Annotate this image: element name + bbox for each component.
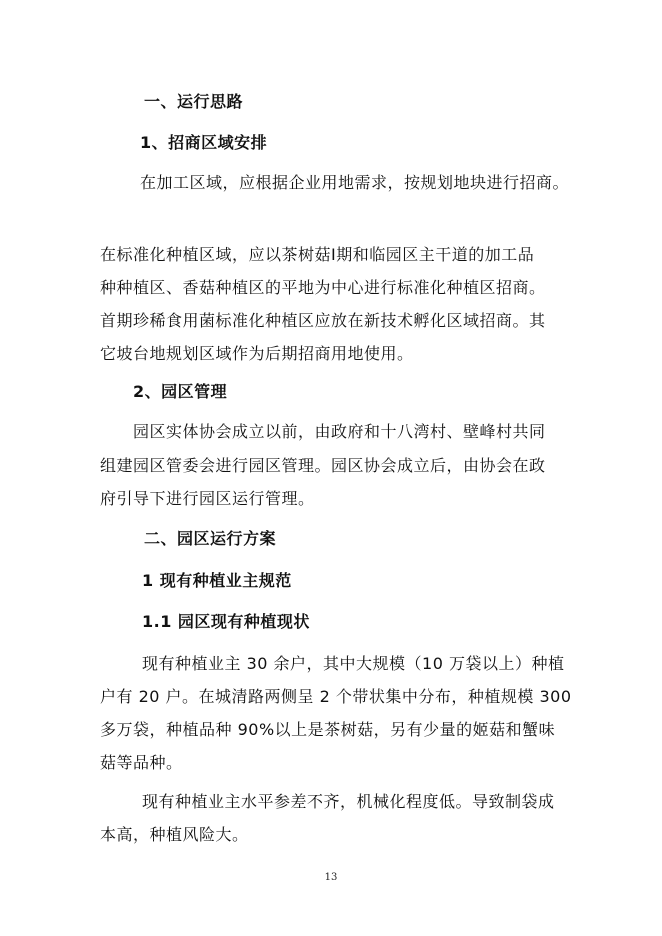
subsection-2-1-heading: 1 现有种植业主规范: [142, 571, 292, 590]
paragraph-park-management-line-2: 组建园区管委会进行园区管理。园区协会成立后，由协会在政: [100, 456, 546, 475]
section-2-heading: 二、园区运行方案: [144, 529, 277, 548]
paragraph-current-status-line-1: 现有种植业主 30 余户，其中大规模（10 万袋以上）种植: [142, 654, 565, 673]
paragraph-current-status-line-2: 户有 20 户。在城清路两侧呈 2 个带状集中分布，种植规模 300: [100, 687, 572, 706]
paragraph-park-management-line-1: 园区实体协会成立以前，由政府和十八湾村、壁峰村共同: [133, 422, 546, 441]
paragraph-current-status-line-3: 多万袋，种植品种 90%以上是茶树菇，另有少量的姬菇和蟹味: [100, 720, 556, 739]
paragraph-current-status-line-4: 菇等品种。: [100, 753, 183, 772]
subsection-1-2-heading: 2、园区管理: [133, 382, 228, 401]
paragraph-standard-planting-line-1: 在标准化种植区域，应以茶树菇Ⅰ期和临园区主干道的加工品: [100, 245, 535, 264]
paragraph-processing-area: 在加工区域，应根据企业用地需求，按规划地块进行招商。: [140, 173, 570, 192]
paragraph-standard-planting-line-2: 种种植区、香菇种植区的平地为中心进行标准化种植区招商。: [100, 278, 546, 297]
page-number: 13: [324, 872, 338, 883]
subsection-2-1-1-heading: 1.1 园区现有种植现状: [142, 612, 310, 631]
paragraph-operator-level-line-2: 本高，种植风险大。: [100, 825, 249, 844]
paragraph-park-management-line-3: 府引导下进行园区运行管理。: [100, 489, 315, 508]
paragraph-standard-planting-line-4: 它坡台地规划区域作为后期招商用地使用。: [100, 344, 414, 363]
paragraph-operator-level-line-1: 现有种植业主水平参差不齐，机械化程度低。导致制袋成: [142, 792, 555, 811]
subsection-1-1-heading: 1、招商区域安排: [140, 133, 268, 152]
section-1-heading: 一、运行思路: [144, 92, 244, 111]
paragraph-standard-planting-line-3: 首期珍稀食用菌标准化种植区应放在新技术孵化区域招商。其: [100, 311, 546, 330]
